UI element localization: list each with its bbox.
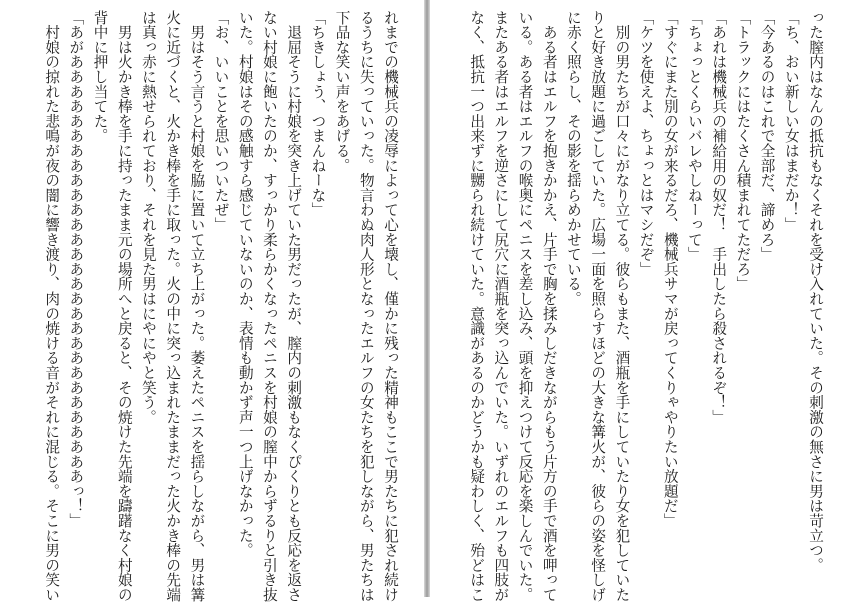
text-line: 「ケツを使えよ、ちょっとはマシだぞ」 bbox=[637, 10, 655, 277]
text-line: 「ちきしょう、つまんねーな」 bbox=[309, 10, 327, 218]
text-line: 退屈そうに村娘を突き上げていた男だったが、膣内の刺激もなくぴくりとも反応を返さ bbox=[285, 10, 303, 602]
text-line: ある者はエルフを抱きかかえ、片手で胸を揉みしだきながらもう片方の手で酒を呷って bbox=[540, 10, 558, 602]
text-line: 「あれは機械兵の補給用の奴だ！ 手出したら殺されるぞ！」 bbox=[710, 10, 728, 425]
text-line: いる。ある者はエルフの喉奥にペニスを差し込み、頭を抑えつけて反応を楽しんでいた。 bbox=[516, 10, 534, 602]
text-line: 「トラックにはたくさん積まれてただろ」 bbox=[734, 10, 752, 292]
text-line: れまでの機械兵の凌辱によって心を壊し、僅かに残った精神もここで男たちに犯され続け bbox=[382, 10, 399, 602]
text-line: 「すぐにまた別の女が来るだろ、機械兵サマが戻ってくりゃやりたい放題だ」 bbox=[661, 10, 679, 528]
text-line: 男は火かき棒を手に持ったまま元の場所へと戻ると、その焼けた先端を躊躇なく村娘の bbox=[115, 10, 133, 602]
right-page bbox=[430, 0, 851, 602]
text-line: またある者はエルフを逆さにして尻穴に酒瓶を突っ込んでいた。いずれのエルフも四肢が bbox=[492, 10, 510, 602]
text-line: るうちに失っていった。物言わぬ肉人形となったエルフの女たちを犯しながら、男たちは bbox=[357, 10, 375, 602]
text-line: に赤く照らし、その影を揺らめかせている。 bbox=[564, 10, 582, 306]
left-page-text bbox=[39, 10, 402, 602]
text-line: 下品な笑い声をあげる。 bbox=[333, 10, 351, 173]
text-line: ない村娘に飽いたのか、すっかり柔らかくなったペニスを村娘の膣中からずるりと引き抜 bbox=[260, 10, 278, 602]
text-line: いた。村娘はその感触すら感じていないのか、表情も動かず声一つ上げなかった。 bbox=[236, 10, 254, 558]
text-line: 男はそう言うと村娘を脇に置いて立ち上がった。萎えたペニスを揺らしながら、男は篝 bbox=[188, 10, 206, 602]
left-page bbox=[0, 0, 424, 602]
text-line: りと好き放題に過ごしていた。広場一面を照らすほどの大きな篝火が、彼らの姿を怪しげ bbox=[589, 10, 607, 602]
text-line: 村娘の掠れた悲鳴が夜の闇に響き渡り、肉の焼ける音がそれに混じる。そこに男の笑い bbox=[43, 10, 61, 602]
text-line: 「ち、おい新しい女はまだか！」 bbox=[782, 10, 800, 232]
text-line: 別の男たちが口々にがなり立てる。彼らもまた、酒瓶を手にしていたり女を犯していた bbox=[613, 10, 631, 602]
text-line: った膣内はなんの抵抗もなくそれを受け入れていた。その刺激の無さに男は苛立つ。 bbox=[807, 10, 824, 573]
text-line: 火に近づくと、火かき棒を手に取った。火の中に突っ込まれたままだった火かき棒の先端 bbox=[164, 10, 182, 602]
text-line: は真っ赤に熱せられており、それを見た男はにやにやと笑う。 bbox=[139, 10, 157, 425]
text-line: なく、抵抗一つ出来ずに嬲られ続けていた。意識があるのかどうかも疑わしく、殆どはこ bbox=[468, 10, 486, 602]
text-line: 「今あるのはこれで全部だ、諦めろ」 bbox=[758, 10, 776, 262]
text-line: 「お、いいことを思いついたぜ」 bbox=[212, 10, 230, 232]
text-line: 背中に押し当てた。 bbox=[91, 10, 109, 144]
text-line: 「ちょっとくらいバレやしねーって」 bbox=[685, 10, 703, 262]
right-page-text bbox=[464, 10, 827, 602]
text-line: 「あがあああああああああああああああああああああああああああああっ！」 bbox=[67, 10, 85, 528]
